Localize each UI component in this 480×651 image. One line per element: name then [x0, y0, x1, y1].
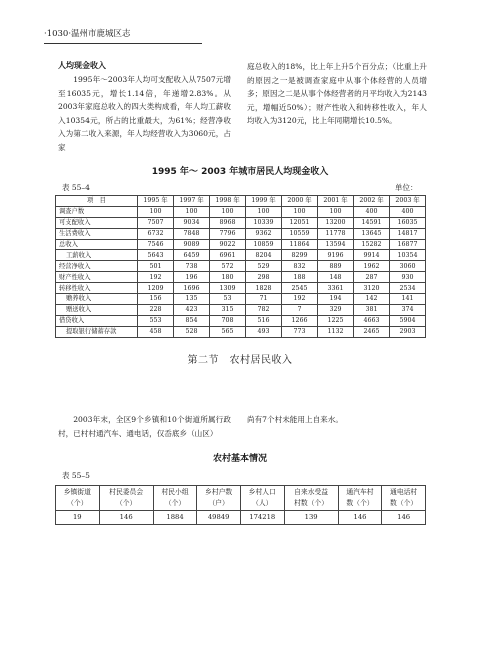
- table-row: [56, 239, 426, 250]
- table-cell: 2545: [282, 283, 318, 294]
- row-label: 财产性收入: [56, 272, 138, 283]
- table-cell: 100: [210, 206, 246, 217]
- column-header-line: 村民小组: [161, 488, 189, 496]
- table2-caption: 农村基本情况: [212, 454, 267, 464]
- column-header: 1998 年: [210, 196, 246, 207]
- table-cell: 188: [282, 272, 318, 283]
- column-header-line: （个）: [115, 499, 137, 507]
- table-cell: 3060: [390, 261, 426, 272]
- table-cell: 1828: [246, 283, 282, 294]
- table-cell: 6732: [138, 228, 174, 239]
- table-cell: 400: [390, 206, 426, 217]
- table-cell: 315: [210, 304, 246, 315]
- column-header: 1995 年: [138, 196, 174, 207]
- table-cell: 11778: [318, 228, 354, 239]
- table-cell: 180: [210, 272, 246, 283]
- table-cell: 1209: [138, 283, 174, 294]
- table-cell: 146: [382, 511, 426, 525]
- table-cell: 2534: [390, 283, 426, 294]
- left-column: [58, 73, 231, 155]
- table-cell: 10339: [246, 217, 282, 228]
- table-cell: 146: [338, 511, 382, 525]
- table-cell: 9022: [210, 239, 246, 250]
- table-cell: 458: [138, 326, 174, 337]
- table-row: [56, 250, 426, 261]
- running-header: ·1030·温州市鹿城区志: [44, 29, 131, 39]
- table-header-row: [56, 486, 426, 511]
- table-cell: 329: [318, 304, 354, 315]
- table-cell: 3120: [354, 283, 390, 294]
- table-cell: 13645: [354, 228, 390, 239]
- income-table: [55, 195, 426, 338]
- table-cell: 6961: [210, 250, 246, 261]
- table-cell: 6459: [174, 250, 210, 261]
- table-cell: 13200: [318, 217, 354, 228]
- table-cell: 423: [174, 304, 210, 315]
- table-cell: 298: [246, 272, 282, 283]
- row-label: 提取银行储蓄存款: [56, 326, 138, 337]
- table-cell: 15282: [354, 239, 390, 250]
- table-cell: 142: [354, 294, 390, 305]
- table-cell: 287: [354, 272, 390, 283]
- table-cell: 1696: [174, 283, 210, 294]
- row-label: 赡养收入: [56, 294, 138, 305]
- table-cell: 11864: [282, 239, 318, 250]
- table-cell: 100: [318, 206, 354, 217]
- table-cell: 49849: [197, 511, 241, 525]
- column-header: 1999 年: [246, 196, 282, 207]
- table1-caption: 1995 年～ 2003 年城市居民人均现金收入: [151, 167, 329, 177]
- table-cell: 8299: [282, 250, 318, 261]
- table-cell: 493: [246, 326, 282, 337]
- table-cell: 146: [99, 511, 153, 525]
- table-cell: 1884: [153, 511, 197, 525]
- table-row: [56, 294, 426, 305]
- row-label: 转移性收入: [56, 283, 138, 294]
- table-cell: 1962: [354, 261, 390, 272]
- table-cell: 7507: [138, 217, 174, 228]
- rural-table: [55, 485, 426, 525]
- table-cell: 148: [318, 272, 354, 283]
- table-cell: 12051: [282, 217, 318, 228]
- row-label: 借贷收入: [56, 315, 138, 326]
- table-row: [56, 283, 426, 294]
- column-header-line: （人）: [252, 499, 273, 507]
- table-cell: 13594: [318, 239, 354, 250]
- table-header-row: [56, 196, 426, 207]
- table-cell: 7796: [210, 228, 246, 239]
- table-cell: 400: [354, 206, 390, 217]
- table-cell: 529: [246, 261, 282, 272]
- table-cell: 10559: [282, 228, 318, 239]
- column-header: 2000 年: [282, 196, 318, 207]
- column-header-line: （个）: [67, 499, 88, 507]
- row-label: 生活费收入: [56, 228, 138, 239]
- table-cell: 192: [282, 294, 318, 305]
- table-cell: 7: [282, 304, 318, 315]
- table-cell: 10354: [390, 250, 426, 261]
- table-cell: 553: [138, 315, 174, 326]
- table-cell: 4663: [354, 315, 390, 326]
- column-header-line: （户）: [208, 499, 229, 507]
- right-column-2: [247, 413, 427, 427]
- table-row: [56, 272, 426, 283]
- table-row: [56, 511, 426, 525]
- table-cell: 7848: [174, 228, 210, 239]
- row-label: 总收入: [56, 239, 138, 250]
- table-cell: 782: [246, 304, 282, 315]
- table1-unit: 单位：: [395, 183, 418, 192]
- table-cell: 501: [138, 261, 174, 272]
- table-cell: 5904: [390, 315, 426, 326]
- column-header: [338, 486, 382, 511]
- column-header: [153, 486, 197, 511]
- table-row: [56, 206, 426, 217]
- table-cell: 9362: [246, 228, 282, 239]
- left-paragraph: 1995年～2003年人均可支配收入从7507元增至16035元，增长1.14倍，年递增2.83%。从2003年家庭总收入的四大类构成看，年人均工薪收入10354元，所占的比重最大，为61%；经营净收入为第二收入来源，年人均经营收入为3060元，占家: [58, 75, 231, 152]
- table-cell: 708: [210, 315, 246, 326]
- column-header-line: 通电话村: [390, 488, 418, 496]
- table-row: [56, 228, 426, 239]
- table-cell: 9914: [354, 250, 390, 261]
- column-header: [240, 486, 284, 511]
- column-header-line: 数（个）: [390, 499, 418, 507]
- table-cell: 5643: [138, 250, 174, 261]
- column-header: 2003 年: [390, 196, 426, 207]
- table-cell: 53: [210, 294, 246, 305]
- table-cell: 141: [390, 294, 426, 305]
- table-cell: 1266: [282, 315, 318, 326]
- column-header-line: 村数（个）: [294, 499, 329, 507]
- table-cell: 19: [56, 511, 100, 525]
- table-cell: 135: [174, 294, 210, 305]
- column-header: 2002 年: [354, 196, 390, 207]
- column-header-line: 通汽车村: [346, 488, 374, 496]
- table-cell: 1225: [318, 315, 354, 326]
- section-title: 第二节 农村居民收入: [187, 355, 293, 366]
- column-header-line: 村民委员会: [109, 488, 144, 496]
- table-cell: 14591: [354, 217, 390, 228]
- table-cell: 381: [354, 304, 390, 315]
- table-cell: 930: [390, 272, 426, 283]
- column-header-line: 乡村户数: [205, 488, 233, 496]
- table-cell: 100: [282, 206, 318, 217]
- table-cell: 3361: [318, 283, 354, 294]
- left-paragraph-2: 2003年末，全区9个乡镇和10个街道所属行政村，已村村通汽车、通电话，仅岙底乡（山区）: [58, 415, 231, 438]
- column-header: [284, 486, 338, 511]
- column-header: 1997 年: [174, 196, 210, 207]
- subheading: 人均现金收入: [58, 60, 106, 70]
- table-cell: 832: [282, 261, 318, 272]
- table-cell: 1309: [210, 283, 246, 294]
- column-header-line: 数（个）: [346, 499, 374, 507]
- table-cell: 192: [138, 272, 174, 283]
- table-cell: 100: [138, 206, 174, 217]
- row-label: 经营净收入: [56, 261, 138, 272]
- table-cell: 528: [174, 326, 210, 337]
- column-header: 项 目: [56, 196, 138, 207]
- table-row: [56, 304, 426, 315]
- table-cell: 10859: [246, 239, 282, 250]
- table-cell: 174218: [240, 511, 284, 525]
- table2-label: 表 55–5: [62, 471, 90, 480]
- column-header: [197, 486, 241, 511]
- row-label: 可支配收入: [56, 217, 138, 228]
- table-cell: 14817: [390, 228, 426, 239]
- table-row: [56, 261, 426, 272]
- column-header-line: 乡镇街道: [63, 488, 91, 496]
- table-cell: 572: [210, 261, 246, 272]
- table-cell: 773: [282, 326, 318, 337]
- column-header-line: 乡村人口: [248, 488, 276, 496]
- table-cell: 139: [284, 511, 338, 525]
- column-header: [56, 486, 100, 511]
- column-header: 2001 年: [318, 196, 354, 207]
- table-row: [56, 217, 426, 228]
- column-header-line: 自来水受益: [294, 488, 329, 496]
- row-label: 调查户数: [56, 206, 138, 217]
- column-header-line: （个）: [164, 499, 186, 507]
- table-cell: 1132: [318, 326, 354, 337]
- table1-label: 表 55–4: [62, 183, 90, 192]
- table-row: [56, 326, 426, 337]
- table-row: [56, 315, 426, 326]
- table-cell: 9196: [318, 250, 354, 261]
- right-paragraph: 庭总收入的18%，比上年上升5个百分点；（比重上升的原因之一是被调查家庭中从事个体经营的人员增多；原因之二是从事个体经营者的月平均收入为2143元，增幅近50%）；财产性收入和转移性收入，年人均收入为3120元，比上年同期增长10.5%。: [247, 62, 427, 126]
- table-cell: 374: [390, 304, 426, 315]
- table-cell: 8204: [246, 250, 282, 261]
- table-cell: 194: [318, 294, 354, 305]
- table-cell: 854: [174, 315, 210, 326]
- table-cell: 2465: [354, 326, 390, 337]
- table-cell: 516: [246, 315, 282, 326]
- table-cell: 228: [138, 304, 174, 315]
- table-cell: 100: [246, 206, 282, 217]
- right-column: [247, 60, 427, 128]
- column-header: [99, 486, 153, 511]
- row-label: 赠送收入: [56, 304, 138, 315]
- table-cell: 16035: [390, 217, 426, 228]
- table-cell: 156: [138, 294, 174, 305]
- table-cell: 565: [210, 326, 246, 337]
- header-rule: [44, 43, 202, 44]
- table-cell: 9034: [174, 217, 210, 228]
- column-header: [382, 486, 426, 511]
- table-cell: 71: [246, 294, 282, 305]
- table-cell: 196: [174, 272, 210, 283]
- table-cell: 16877: [390, 239, 426, 250]
- left-column-2: [58, 413, 231, 440]
- table-cell: 8968: [210, 217, 246, 228]
- table-cell: 100: [174, 206, 210, 217]
- table-cell: 738: [174, 261, 210, 272]
- row-label: 工薪收入: [56, 250, 138, 261]
- table-cell: 889: [318, 261, 354, 272]
- table-cell: 7546: [138, 239, 174, 250]
- right-paragraph-2: 尚有7个村未能用上自来水。: [247, 415, 343, 424]
- table-cell: 9089: [174, 239, 210, 250]
- table-cell: 2903: [390, 326, 426, 337]
